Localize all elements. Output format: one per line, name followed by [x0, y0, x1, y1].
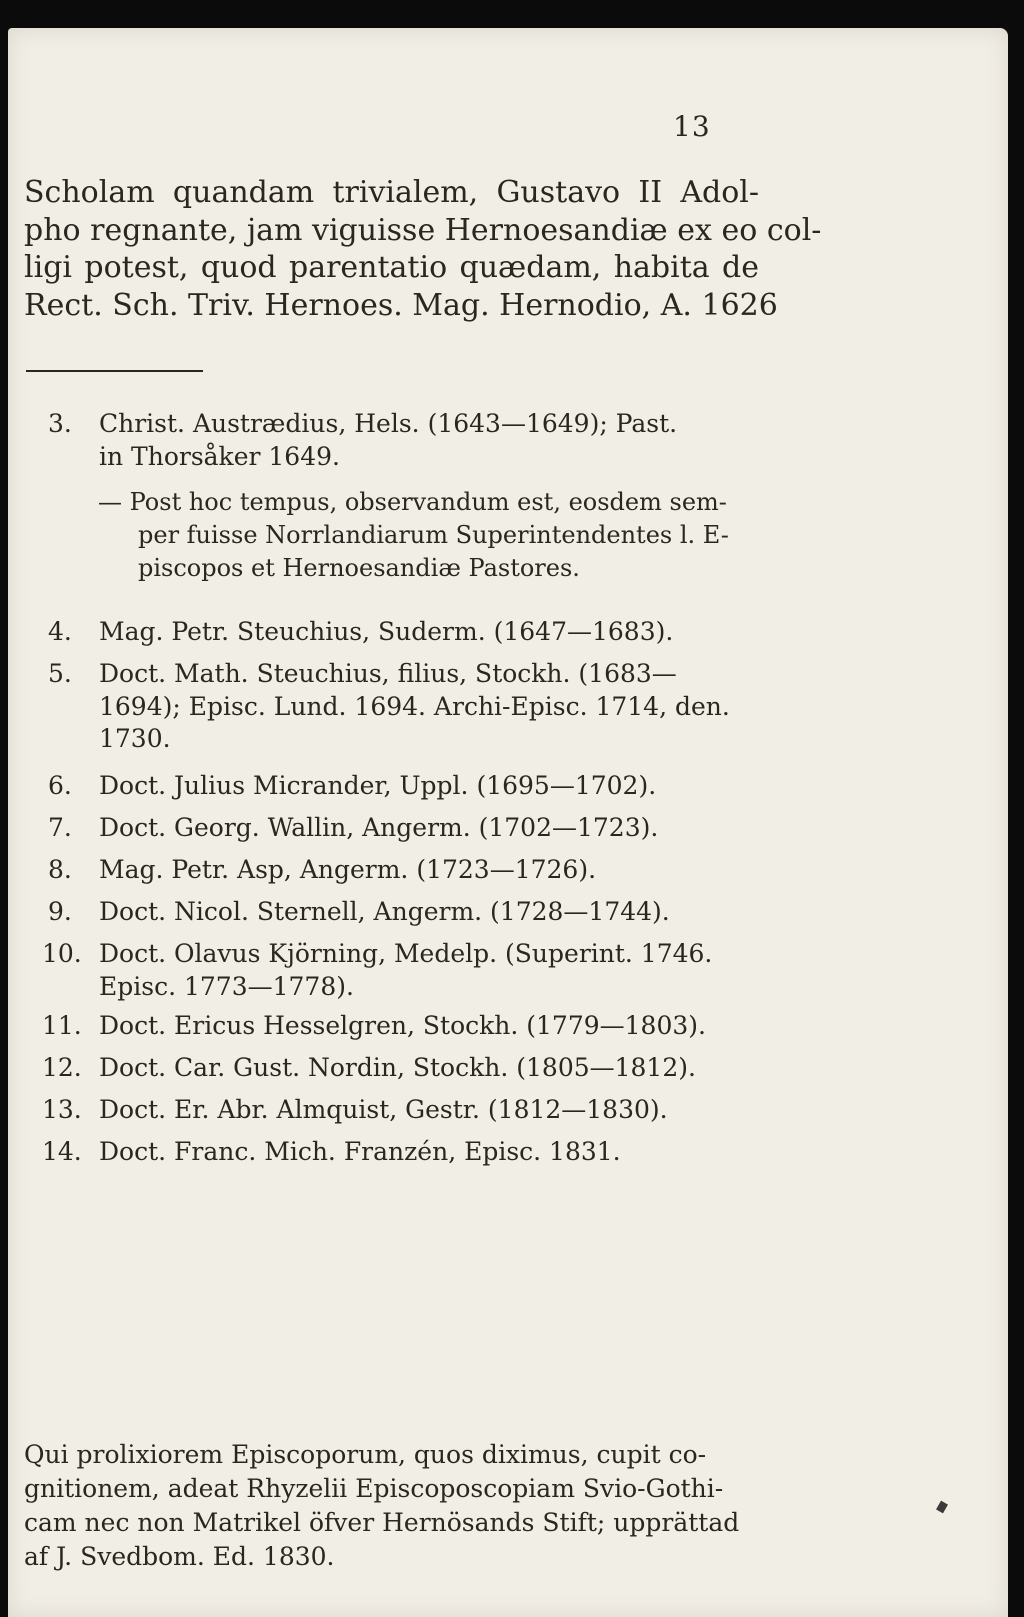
entry-number: 6.: [48, 771, 72, 800]
entry-line: Doct. Olavus Kjörning, Medelp. (Superint. 1746.: [99, 939, 713, 968]
entry-line: Mag. Petr. Asp, Angerm. (1723—1726).: [99, 855, 597, 884]
entry-line: Doct. Franc. Mich. Franzén, Episc. 1831.: [99, 1137, 621, 1166]
entry-line: Doct. Er. Abr. Almquist, Gestr. (1812—1830).: [99, 1095, 668, 1124]
entry-text: [99, 1052, 754, 1085]
intro-line: Scholam quandam trivialem, Gustavo II Adol-: [24, 175, 759, 210]
closing-line: af J. Svedbom. Ed. 1830.: [24, 1542, 335, 1571]
note-line: piscopos et Hernoesandiæ Pastores.: [138, 554, 580, 582]
note-line: — Post hoc tempus, observandum est, eosdem sem-: [98, 488, 727, 516]
book-page: [8, 28, 1008, 1617]
intro-line: Rect. Sch. Triv. Hernoes. Mag. Hernodio, A. 1626: [24, 287, 778, 323]
entry-number: 10.: [42, 939, 82, 968]
entry-number: 4.: [48, 617, 72, 646]
entry-number: 14.: [42, 1137, 82, 1166]
editorial-note: [98, 486, 738, 585]
closing-line: cam nec non Matrikel öfver Hernösands Stift; upprättad: [24, 1508, 740, 1537]
entry-text: [99, 408, 754, 473]
entry-text: [99, 854, 754, 887]
entry-number: 11.: [42, 1011, 82, 1040]
entry-number: 3.: [48, 409, 72, 438]
intro-paragraph: [24, 174, 822, 324]
entry-line: 1730.: [99, 724, 171, 753]
note-line: per fuisse Norrlandiarum Superintendentes l. E-: [138, 521, 729, 549]
closing-line: Qui prolixiorem Episcoporum, quos diximus, cupit co-: [24, 1440, 707, 1469]
entry-number: 12.: [42, 1053, 82, 1082]
section-divider: [26, 370, 203, 372]
entry-text: [99, 770, 754, 803]
entry-number: 5.: [48, 659, 72, 688]
entry-line: Doct. Ericus Hesselgren, Stockh. (1779—1803).: [99, 1011, 706, 1040]
intro-line: pho regnante, jam viguisse Hernoesandiæ ex eo col-: [24, 212, 822, 248]
entry-line: Mag. Petr. Steuchius, Suderm. (1647—1683).: [99, 617, 674, 646]
page-number: 13: [673, 110, 711, 143]
entry-text: [99, 812, 754, 845]
entry-line: Doct. Julius Micrander, Uppl. (1695—1702).: [99, 771, 657, 800]
entry-line: Doct. Car. Gust. Nordin, Stockh. (1805—1812).: [99, 1053, 696, 1082]
entry-line: in Thorsåker 1649.: [99, 441, 340, 471]
entry-line: Doct. Nicol. Sternell, Angerm. (1728—1744).: [99, 897, 670, 926]
page-edge-mark: [936, 1501, 948, 1514]
entry-line: 1694); Episc. Lund. 1694. Archi-Episc. 1714, den.: [99, 691, 730, 721]
entry-text: [99, 1094, 754, 1127]
entry-text: [99, 1010, 754, 1043]
entry-line: Doct. Math. Steuchius, filius, Stockh. (1683—: [99, 659, 677, 688]
entry-text: [99, 616, 754, 649]
intro-line: ligi potest, quod parentatio quædam, habita de: [24, 250, 759, 285]
entry-text: [99, 896, 754, 929]
entry-number: 13.: [42, 1095, 82, 1124]
entry-number: 9.: [48, 897, 72, 926]
entry-line: Christ. Austrædius, Hels. (1643—1649); Past.: [99, 409, 678, 438]
entry-text: [99, 658, 754, 756]
closing-line: gnitionem, adeat Rhyzelii Episcoposcopiam Svio-Gothi-: [24, 1474, 724, 1503]
entry-number: 7.: [48, 813, 72, 842]
entry-line: Episc. 1773—1778).: [99, 971, 354, 1001]
closing-paragraph: [24, 1438, 754, 1574]
entry-number: 8.: [48, 855, 72, 884]
entry-line: Doct. Georg. Wallin, Angerm. (1702—1723).: [99, 813, 659, 842]
entry-text: [99, 938, 754, 1003]
entry-text: [99, 1136, 754, 1169]
